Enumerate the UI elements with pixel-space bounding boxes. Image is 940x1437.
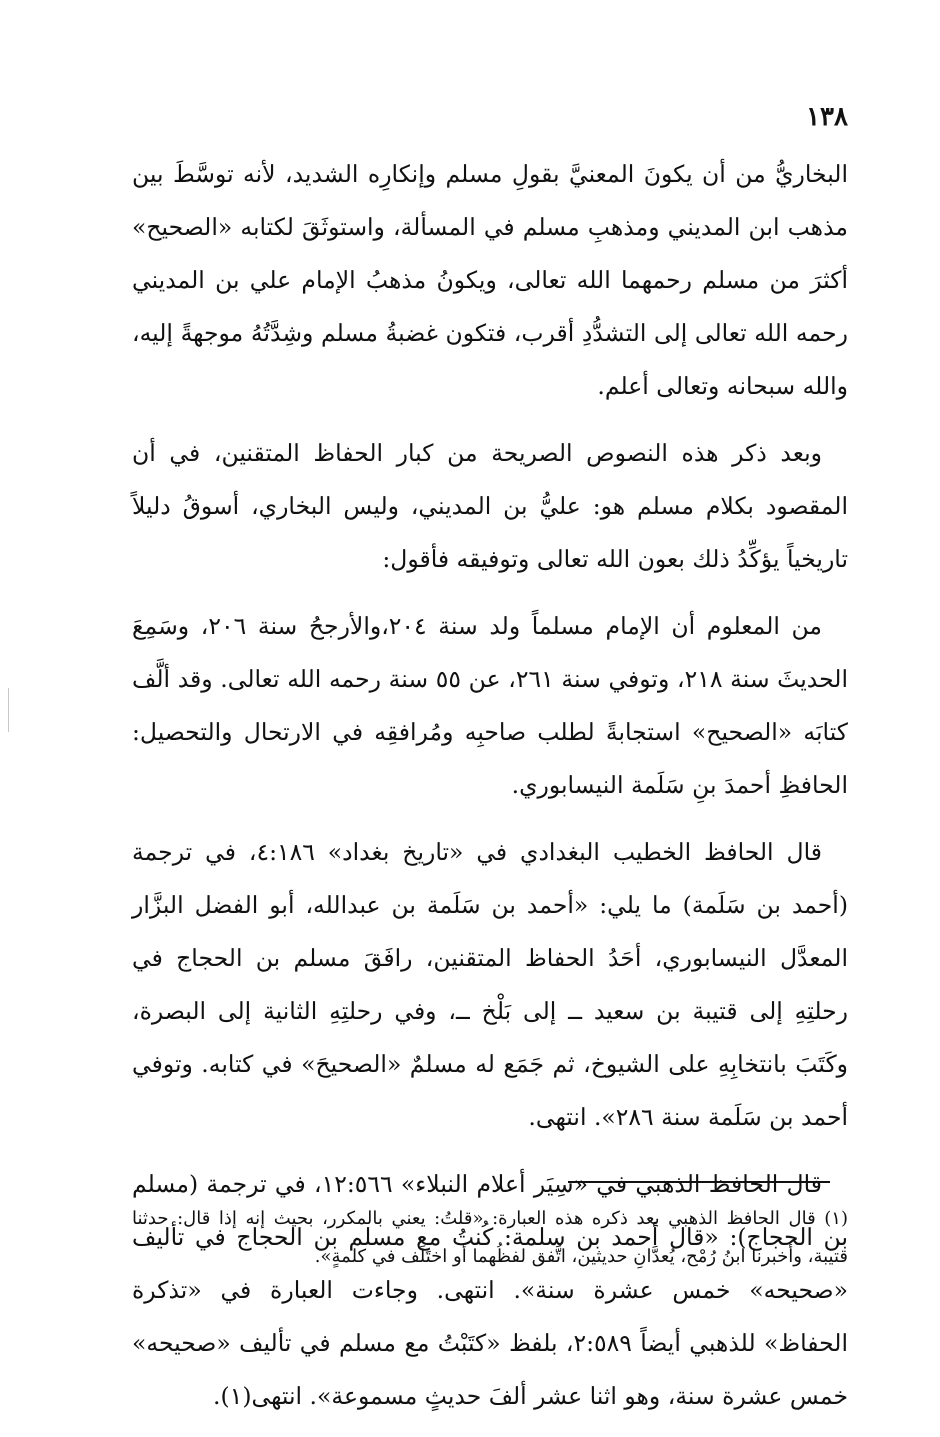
footnote-divider xyxy=(568,1181,830,1183)
footnote-1: (١) قال الحافظ الذهبي بعد ذكره هذه العبارة: «قلتُ: يعني بالمكرر، بحيث إنه إذا قال: حدثنا قتيبة، وأخبرنا ابنُ رُمْح، يُعدَّانِ حديثين، اتَّفق لفظُهما أو اختَلَف في كلمةٍ». xyxy=(132,1208,848,1267)
paragraph-dhahabi-quote: قال الحافظ الذهبي في «سِيَر أعلام النبلاء» ١٢:٥٦٦، في ترجمة (مسلم بن الحجاج): «قال أحمد بن سلمة: كُنتُ مع مسلم بن الحجاج في تأليف «صحيحه» خمس عشرة سنة». انتهى. وجاءت العبارة في «تذكرة الحفاظ» للذهبي أيضاً ٢:٥٨٩، بلفظ «كتَبْتُ مع مسلم في تأليف «صحيحه» خمس عشرة سنة، وهو اثنا عشر ألفَ حديثٍ مسموعة». انتهى(١). xyxy=(132,1170,848,1410)
paragraph-khatib-quote: قال الحافظ الخطيب البغدادي في «تاريخ بغداد» ٤:١٨٦، في ترجمة (أحمد بن سَلَمة) ما يلي: «أحمد بن سَلَمة بن عبدالله، أبو الفضل البزَّار المعدَّل النيسابوري، أحَدُ الحفاظ المتقنين، رافَقَ مسلم بن الحجاج في رحلتِهِ إلى قتيبة بن سعيد ــ إلى بَلْخ ــ، وفي رحلتِهِ الثانية إلى البصرة، وكَتَبَ بانتخابِهِ على الشيوخ، ثم جَمَع له مسلمٌ «الصحيحَ» في كتابه. وتوفي أحمد بن سَلَمة سنة ٢٨٦». انتهى. xyxy=(132,838,848,1131)
paragraph-continuation: البخاريُّ من أن يكونَ المعنيَّ بقولِ مسلم وإنكارِه الشديد، لأنه توسَّطَ بين مذهب ابن المديني ومذهبِ مسلم في المسألة، واستوثَقَ لكتابه «الصحيح» أكثرَ من مسلم رحمهما الله تعالى، ويكونُ مذهبُ الإمام علي بن المديني رحمه الله تعالى إلى التشدُّدِ أقرب، فتكون غضبةُ مسلم وشِدَّتُهُ موجهةً إليه، والله سبحانه وتعالى أعلم. xyxy=(132,160,848,400)
page-number: ١٣٨ xyxy=(806,102,848,132)
footnotes xyxy=(132,1200,848,1276)
paragraph-historical-proof: من المعلوم أن الإمام مسلماً ولد سنة ٢٠٤،والأرجحُ سنة ٢٠٦، وسَمِعَ الحديثَ سنة ٢١٨، وتوفي سنة ٢٦١، عن ٥٥ سنة رحمه الله تعالى. وقد ألَّف كتابَه «الصحيح» استجابةً لطلب صاحبِه ومُرافقِه في الارتحال والتحصيل: الحافظِ أحمدَ بنِ سَلَمة النيسابوري. xyxy=(132,612,848,799)
margin-mark xyxy=(8,688,9,732)
paragraph-introduction: وبعد ذكر هذه النصوص الصريحة من كبار الحفاظ المتقنين، في أن المقصود بكلام مسلم هو: عليُّ بن المديني، وليس البخاري، أسوقُ دليلاً تاريخياً يؤكِّدُ ذلك بعون الله تعالى وتوفيقه فأقول: xyxy=(132,439,848,573)
